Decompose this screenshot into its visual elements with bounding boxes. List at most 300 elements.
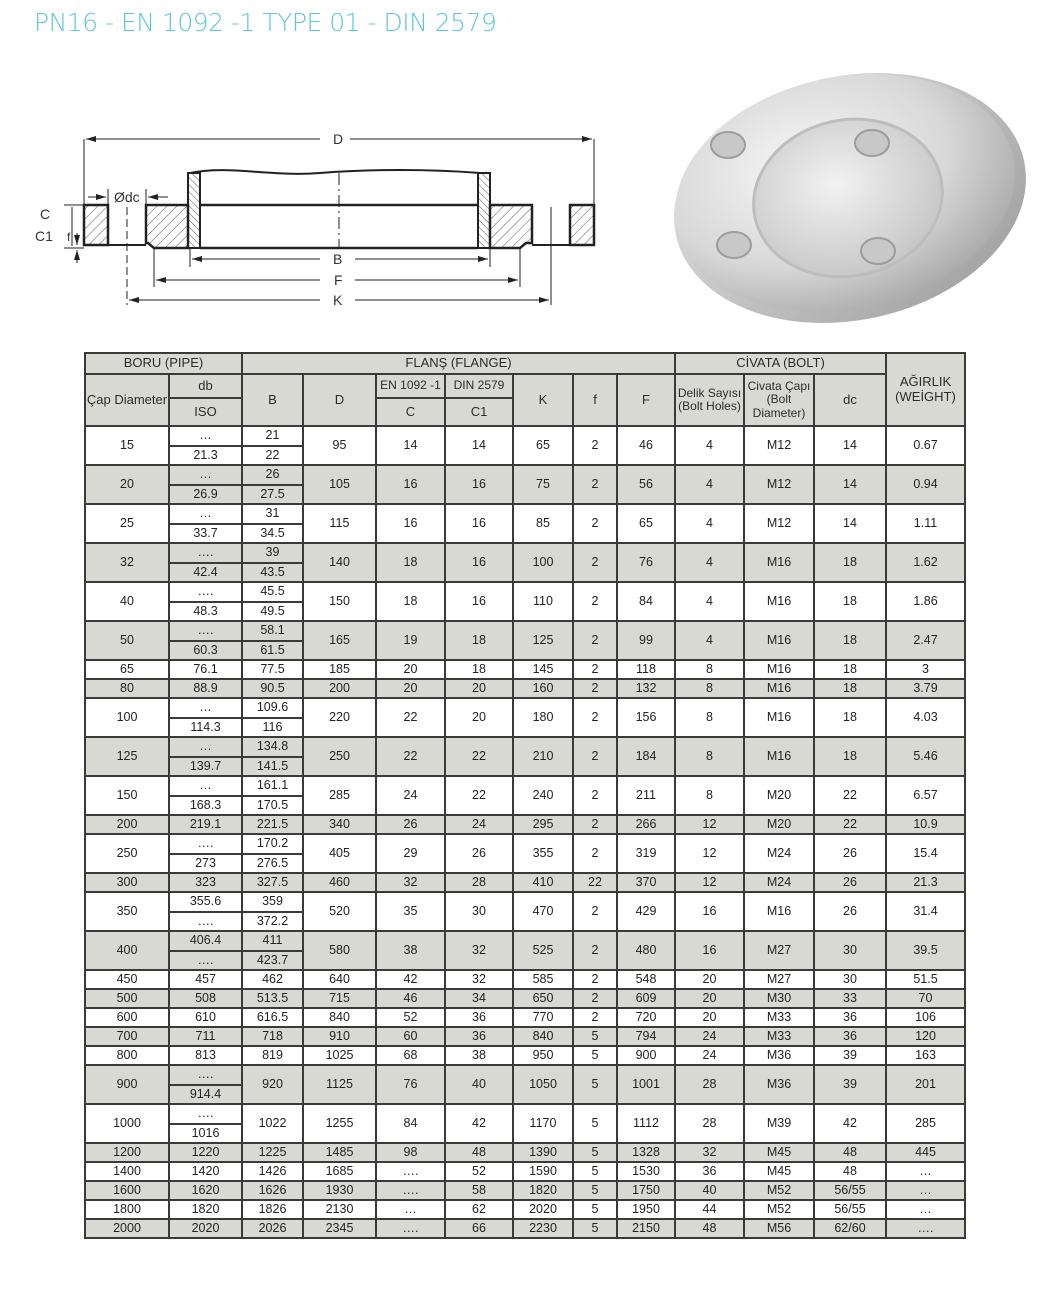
cell-bolt-diameter: M16	[744, 621, 814, 660]
cell-c: ….	[376, 1162, 445, 1181]
cell-b: 61.5	[242, 641, 303, 660]
cell-k: 470	[513, 892, 573, 931]
cell-weight: 70	[886, 989, 965, 1008]
cell-bolt-holes: 32	[675, 1143, 744, 1162]
flange-cross-section-drawing	[30, 125, 610, 315]
cell-weight: 445	[886, 1143, 965, 1162]
cell-d: 1930	[303, 1181, 376, 1200]
cell-diameter: 40	[85, 582, 169, 621]
cell-f-small: 22	[573, 873, 617, 892]
cell-f: 548	[617, 970, 675, 989]
cell-db-iso: ….	[169, 582, 242, 602]
cell-dc: 22	[814, 815, 886, 834]
cell-c: 60	[376, 1027, 445, 1046]
cell-k: 950	[513, 1046, 573, 1065]
col-header-db: db	[169, 374, 242, 398]
cell-bolt-holes: 4	[675, 543, 744, 582]
cell-k: 145	[513, 660, 573, 679]
cell-c: ….	[376, 1181, 445, 1200]
cell-f: 1950	[617, 1200, 675, 1219]
cell-db-iso: ….	[169, 543, 242, 563]
table-row	[85, 1200, 965, 1219]
table-row	[85, 1046, 965, 1065]
cell-c1: 14	[445, 426, 513, 465]
cell-c: 29	[376, 834, 445, 873]
col-header-f: F	[617, 374, 675, 426]
table-row	[85, 679, 965, 698]
cell-db-iso: 33.7	[169, 524, 242, 543]
cell-weight: 3.79	[886, 679, 965, 698]
table-row	[85, 931, 965, 951]
cell-bolt-diameter: M36	[744, 1046, 814, 1065]
cell-weight: 2.47	[886, 621, 965, 660]
table-row	[85, 737, 965, 757]
cell-k: 1390	[513, 1143, 573, 1162]
table-row	[85, 970, 965, 989]
cell-f-small: 2	[573, 931, 617, 970]
table-row	[85, 1219, 965, 1238]
cell-b: 920	[242, 1065, 303, 1104]
cell-f: 46	[617, 426, 675, 465]
cell-f: 76	[617, 543, 675, 582]
cell-d: 910	[303, 1027, 376, 1046]
cell-bolt-holes: 48	[675, 1219, 744, 1238]
cell-k: 650	[513, 989, 573, 1008]
cell-weight: 51.5	[886, 970, 965, 989]
cell-f-small: 5	[573, 1219, 617, 1238]
cell-d: 2130	[303, 1200, 376, 1219]
cell-b: 819	[242, 1046, 303, 1065]
cell-c: 22	[376, 698, 445, 737]
cell-bolt-holes: 24	[675, 1027, 744, 1046]
cell-c1: 48	[445, 1143, 513, 1162]
cell-k: 2230	[513, 1219, 573, 1238]
cell-b: 141.5	[242, 757, 303, 776]
cell-weight: 0.94	[886, 465, 965, 504]
cell-bolt-holes: 8	[675, 737, 744, 776]
cell-weight: ….	[886, 1219, 965, 1238]
cell-d: 220	[303, 698, 376, 737]
cell-bolt-holes: 8	[675, 660, 744, 679]
dim-label-c: C	[40, 206, 51, 222]
cell-bolt-diameter: M16	[744, 737, 814, 776]
cell-k: 85	[513, 504, 573, 543]
cell-db-iso: 2020	[169, 1219, 242, 1238]
col-header-f-small: f	[573, 374, 617, 426]
cell-k: 160	[513, 679, 573, 698]
table-row	[85, 776, 965, 796]
cell-b: 513.5	[242, 989, 303, 1008]
cell-bolt-diameter: M33	[744, 1027, 814, 1046]
cell-dc: 14	[814, 426, 886, 465]
cell-d: 1125	[303, 1065, 376, 1104]
col-header-diameter: Çap Diameter	[85, 374, 169, 426]
cell-dc: 56/55	[814, 1200, 886, 1219]
col-header-bolt-diameter: Civata Çapı (Bolt Diameter)	[744, 374, 814, 426]
cell-f: 266	[617, 815, 675, 834]
cell-diameter: 700	[85, 1027, 169, 1046]
cell-k: 2020	[513, 1200, 573, 1219]
cell-c1: 32	[445, 931, 513, 970]
cell-k: 100	[513, 543, 573, 582]
cell-k: 585	[513, 970, 573, 989]
cell-f-small: 2	[573, 426, 617, 465]
table-row	[85, 426, 965, 446]
cell-diameter: 80	[85, 679, 169, 698]
cell-k: 1050	[513, 1065, 573, 1104]
cell-db-iso: ….	[169, 834, 242, 854]
cell-c: 18	[376, 543, 445, 582]
cell-bolt-holes: 8	[675, 698, 744, 737]
cell-c: 52	[376, 1008, 445, 1027]
cell-diameter: 200	[85, 815, 169, 834]
cell-dc: 18	[814, 660, 886, 679]
cell-db-iso: 114.3	[169, 718, 242, 737]
cell-f: 1530	[617, 1162, 675, 1181]
cell-weight: 4.03	[886, 698, 965, 737]
cell-weight: 201	[886, 1065, 965, 1104]
cell-weight: 21.3	[886, 873, 965, 892]
cell-weight: …	[886, 1162, 965, 1181]
cell-f: 720	[617, 1008, 675, 1027]
cell-dc: 18	[814, 737, 886, 776]
cell-b: 45.5	[242, 582, 303, 602]
dim-label-k: K	[333, 292, 343, 308]
cell-db-iso: 406.4	[169, 931, 242, 951]
table-row	[85, 1181, 965, 1200]
cell-d: 150	[303, 582, 376, 621]
cell-diameter: 100	[85, 698, 169, 737]
dim-label-f: F	[334, 272, 343, 288]
cell-c: 35	[376, 892, 445, 931]
cell-c: 84	[376, 1104, 445, 1143]
cell-diameter: 1200	[85, 1143, 169, 1162]
cell-b: 170.2	[242, 834, 303, 854]
cell-bolt-holes: 4	[675, 621, 744, 660]
cell-f-small: 2	[573, 543, 617, 582]
cell-d: 520	[303, 892, 376, 931]
cell-c1: 62	[445, 1200, 513, 1219]
cell-db-iso: 139.7	[169, 757, 242, 776]
table-row	[85, 815, 965, 834]
cell-d: 250	[303, 737, 376, 776]
cell-diameter: 800	[85, 1046, 169, 1065]
cell-f: 1328	[617, 1143, 675, 1162]
cell-b: 58.1	[242, 621, 303, 641]
cell-c: 68	[376, 1046, 445, 1065]
cell-bolt-holes: 16	[675, 892, 744, 931]
cell-dc: 48	[814, 1143, 886, 1162]
cell-c: 98	[376, 1143, 445, 1162]
table-body	[85, 426, 965, 1238]
cell-weight: 106	[886, 1008, 965, 1027]
cell-dc: 36	[814, 1027, 886, 1046]
cell-f-small: 5	[573, 1104, 617, 1143]
table-row	[85, 873, 965, 892]
cell-b: 77.5	[242, 660, 303, 679]
cell-diameter: 150	[85, 776, 169, 815]
cell-b: 616.5	[242, 1008, 303, 1027]
cell-dc: 39	[814, 1046, 886, 1065]
cell-weight: 5.46	[886, 737, 965, 776]
cell-b: 31	[242, 504, 303, 524]
table-row	[85, 698, 965, 718]
table-row	[85, 465, 965, 485]
cell-f: 900	[617, 1046, 675, 1065]
cell-f-small: 2	[573, 970, 617, 989]
cell-b: 90.5	[242, 679, 303, 698]
cell-bolt-holes: 8	[675, 679, 744, 698]
cell-f: 319	[617, 834, 675, 873]
cell-db-iso: …	[169, 426, 242, 446]
cell-bolt-holes: 12	[675, 873, 744, 892]
col-header-en1092: EN 1092 -1	[376, 374, 445, 398]
cell-f-small: 5	[573, 1046, 617, 1065]
cell-f-small: 2	[573, 892, 617, 931]
table-row	[85, 1027, 965, 1046]
cell-f: 132	[617, 679, 675, 698]
cell-f: 99	[617, 621, 675, 660]
cell-db-iso: …	[169, 465, 242, 485]
cell-k: 1590	[513, 1162, 573, 1181]
group-header-pipe: BORU (PIPE)	[85, 353, 242, 374]
cell-weight: 10.9	[886, 815, 965, 834]
cell-bolt-diameter: M56	[744, 1219, 814, 1238]
cell-k: 75	[513, 465, 573, 504]
cell-dc: 39	[814, 1065, 886, 1104]
cell-f: 1001	[617, 1065, 675, 1104]
cell-bolt-holes: 4	[675, 504, 744, 543]
cell-f-small: 5	[573, 1027, 617, 1046]
cell-db-iso: 711	[169, 1027, 242, 1046]
cell-f: 429	[617, 892, 675, 931]
cell-c: 76	[376, 1065, 445, 1104]
cell-f: 118	[617, 660, 675, 679]
cell-db-iso: 76.1	[169, 660, 242, 679]
dim-label-b: B	[333, 251, 343, 267]
cell-f: 65	[617, 504, 675, 543]
cell-f-small: 2	[573, 679, 617, 698]
cell-bolt-diameter: M52	[744, 1181, 814, 1200]
cell-bolt-holes: 4	[675, 582, 744, 621]
cell-k: 125	[513, 621, 573, 660]
cell-f: 2150	[617, 1219, 675, 1238]
cell-f-small: 2	[573, 776, 617, 815]
cell-diameter: 125	[85, 737, 169, 776]
cell-bolt-holes: 8	[675, 776, 744, 815]
cell-f-small: 5	[573, 1143, 617, 1162]
cell-d: 115	[303, 504, 376, 543]
cell-d: 715	[303, 989, 376, 1008]
cell-d: 285	[303, 776, 376, 815]
cell-c: 16	[376, 465, 445, 504]
cell-k: 180	[513, 698, 573, 737]
cell-b: 1426	[242, 1162, 303, 1181]
cell-dc: 18	[814, 679, 886, 698]
cell-d: 105	[303, 465, 376, 504]
cell-c: 16	[376, 504, 445, 543]
table-row	[85, 1143, 965, 1162]
page-title: PN16 - EN 1092 -1 TYPE 01 - DIN 2579	[34, 8, 497, 37]
cell-f-small: 2	[573, 621, 617, 660]
cell-d: 1025	[303, 1046, 376, 1065]
cell-dc: 30	[814, 970, 886, 989]
cell-bolt-holes: 12	[675, 834, 744, 873]
cell-b: 1626	[242, 1181, 303, 1200]
cell-c: 20	[376, 660, 445, 679]
cell-bolt-diameter: M45	[744, 1143, 814, 1162]
cell-c1: 18	[445, 621, 513, 660]
cell-k: 110	[513, 582, 573, 621]
cell-k: 1170	[513, 1104, 573, 1143]
cell-d: 2345	[303, 1219, 376, 1238]
cell-c1: 66	[445, 1219, 513, 1238]
cell-diameter: 15	[85, 426, 169, 465]
cell-db-iso: 1620	[169, 1181, 242, 1200]
dim-label-dc: Ødc	[114, 189, 140, 205]
table-row	[85, 989, 965, 1008]
cell-weight: …	[886, 1181, 965, 1200]
cell-bolt-holes: 44	[675, 1200, 744, 1219]
cell-db-iso: 48.3	[169, 602, 242, 621]
cell-dc: 26	[814, 892, 886, 931]
cell-b: 43.5	[242, 563, 303, 582]
cell-d: 200	[303, 679, 376, 698]
table-row	[85, 1008, 965, 1027]
table-row	[85, 1162, 965, 1181]
cell-bolt-diameter: M16	[744, 660, 814, 679]
cell-db-iso: 1420	[169, 1162, 242, 1181]
cell-b: 221.5	[242, 815, 303, 834]
cell-db-iso: ….	[169, 621, 242, 641]
cell-d: 640	[303, 970, 376, 989]
cell-bolt-holes: 28	[675, 1065, 744, 1104]
cell-c: 22	[376, 737, 445, 776]
cell-d: 1485	[303, 1143, 376, 1162]
cell-weight: 6.57	[886, 776, 965, 815]
cell-k: 210	[513, 737, 573, 776]
cell-weight: 1.62	[886, 543, 965, 582]
cell-c1: 20	[445, 679, 513, 698]
col-header-b: B	[242, 374, 303, 426]
col-header-iso: ISO	[169, 398, 242, 426]
cell-f: 156	[617, 698, 675, 737]
table-row	[85, 621, 965, 641]
cell-diameter: 500	[85, 989, 169, 1008]
cell-c1: 16	[445, 465, 513, 504]
cell-db-iso: 508	[169, 989, 242, 1008]
cell-f: 480	[617, 931, 675, 970]
cell-d: 840	[303, 1008, 376, 1027]
cell-f: 370	[617, 873, 675, 892]
cell-c: 14	[376, 426, 445, 465]
cell-f-small: 5	[573, 1065, 617, 1104]
table-row	[85, 660, 965, 679]
cell-c1: 24	[445, 815, 513, 834]
dim-label-c1: C1	[35, 228, 53, 244]
cell-bolt-diameter: M45	[744, 1162, 814, 1181]
cell-k: 840	[513, 1027, 573, 1046]
cell-f: 211	[617, 776, 675, 815]
cell-dc: 22	[814, 776, 886, 815]
cell-bolt-holes: 36	[675, 1162, 744, 1181]
cell-weight: 0.67	[886, 426, 965, 465]
cell-diameter: 20	[85, 465, 169, 504]
cell-db-iso: …	[169, 737, 242, 757]
cell-weight: 31.4	[886, 892, 965, 931]
cell-bolt-diameter: M30	[744, 989, 814, 1008]
cell-bolt-diameter: M12	[744, 465, 814, 504]
cell-bolt-diameter: M52	[744, 1200, 814, 1219]
cell-db-iso: 355.6	[169, 892, 242, 912]
cell-db-iso: 60.3	[169, 641, 242, 660]
cell-f: 1112	[617, 1104, 675, 1143]
cell-f-small: 2	[573, 989, 617, 1008]
table-row	[85, 543, 965, 563]
cell-db-iso: 323	[169, 873, 242, 892]
cell-c1: 26	[445, 834, 513, 873]
cell-diameter: 32	[85, 543, 169, 582]
cell-dc: 62/60	[814, 1219, 886, 1238]
cell-bolt-holes: 12	[675, 815, 744, 834]
cell-db-iso: …	[169, 698, 242, 718]
cell-weight: 120	[886, 1027, 965, 1046]
col-header-k: K	[513, 374, 573, 426]
cell-d: 1685	[303, 1162, 376, 1181]
cell-d: 460	[303, 873, 376, 892]
cell-dc: 18	[814, 621, 886, 660]
cell-db-iso: 1820	[169, 1200, 242, 1219]
cell-c1: 58	[445, 1181, 513, 1200]
cell-f: 794	[617, 1027, 675, 1046]
cell-bolt-diameter: M12	[744, 426, 814, 465]
cell-weight: 285	[886, 1104, 965, 1143]
cell-c1: 36	[445, 1008, 513, 1027]
cell-c1: 34	[445, 989, 513, 1008]
table-row	[85, 504, 965, 524]
cell-b: 327.5	[242, 873, 303, 892]
cell-bolt-diameter: M27	[744, 970, 814, 989]
cell-bolt-diameter: M36	[744, 1065, 814, 1104]
cell-diameter: 1600	[85, 1181, 169, 1200]
cell-db-iso: ….	[169, 1065, 242, 1085]
col-header-dc: dc	[814, 374, 886, 426]
group-header-flange: FLANŞ (FLANGE)	[242, 353, 675, 374]
cell-f-small: 2	[573, 737, 617, 776]
cell-db-iso: 1016	[169, 1124, 242, 1143]
cell-c1: 22	[445, 737, 513, 776]
cell-bolt-diameter: M33	[744, 1008, 814, 1027]
cell-b: 134.8	[242, 737, 303, 757]
cell-b: 359	[242, 892, 303, 912]
cell-f-small: 5	[573, 1200, 617, 1219]
cell-b: 34.5	[242, 524, 303, 543]
flange-spec-table	[84, 352, 966, 1239]
cell-c: 38	[376, 931, 445, 970]
cell-c: ….	[376, 1219, 445, 1238]
col-header-din2579: DIN 2579	[445, 374, 513, 398]
table-row	[85, 892, 965, 912]
cell-c: 42	[376, 970, 445, 989]
cell-b: 161.1	[242, 776, 303, 796]
cell-b: 27.5	[242, 485, 303, 504]
cell-dc: 18	[814, 582, 886, 621]
cell-db-iso: 88.9	[169, 679, 242, 698]
cell-c1: 28	[445, 873, 513, 892]
cell-diameter: 900	[85, 1065, 169, 1104]
cell-db-iso: ….	[169, 1104, 242, 1124]
cell-c1: 16	[445, 582, 513, 621]
